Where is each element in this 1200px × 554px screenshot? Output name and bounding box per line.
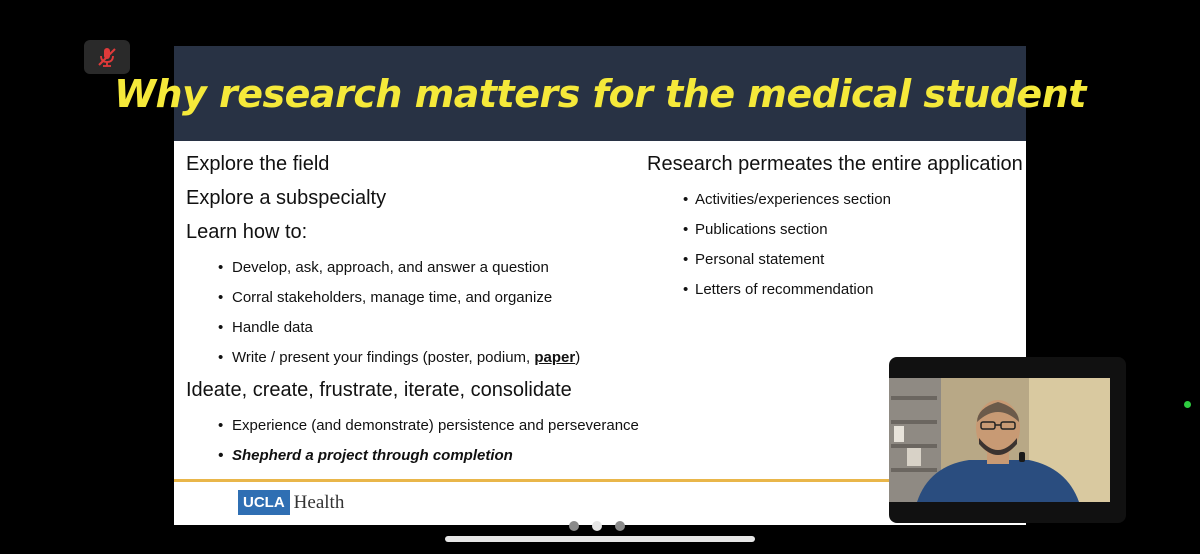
- right-bullet-column: [647, 152, 1027, 310]
- logo-health-text: Health: [293, 491, 345, 513]
- right-item-activities: • Activities/experiences section: [647, 190, 1027, 220]
- paper-emphasis: paper: [534, 349, 576, 366]
- left-bullet-column: [186, 152, 666, 476]
- sub-bullet-stakeholders: • Corral stakeholders, manage time, and organize: [186, 288, 666, 318]
- sub-bullet-shepherd: • Shepherd a project through completion: [186, 446, 666, 476]
- right-item-personal-statement: • Personal statement: [647, 250, 1027, 280]
- bullet-explore-subspecialty: Explore a subspecialty: [186, 187, 387, 209]
- sub-bullet-data: • Handle data: [186, 318, 666, 348]
- page-dot-2-active[interactable]: [592, 521, 602, 531]
- bullet-learn-how: Learn how to:: [186, 221, 308, 243]
- slide-header: [114, 46, 1086, 141]
- right-heading: Research permeates the entire application: [647, 153, 1023, 175]
- camera-active-indicator: [1184, 401, 1191, 408]
- home-indicator-bar[interactable]: [445, 536, 755, 542]
- microphone-muted-icon: [96, 46, 118, 68]
- right-item-publications: • Publications section: [647, 220, 1027, 250]
- logo-ucla-box: UCLA: [238, 490, 290, 515]
- participant-video-tile[interactable]: [889, 357, 1126, 523]
- page-dot-3[interactable]: [615, 521, 625, 531]
- sub-bullet-question: • Develop, ask, approach, and answer a question: [186, 258, 666, 288]
- participant-video-feed: [889, 378, 1110, 502]
- right-item-letters: • Letters of recommendation: [647, 280, 1027, 310]
- bullet-ideate: Ideate, create, frustrate, iterate, consolidate: [186, 379, 572, 401]
- sub-bullet-persistence: • Experience (and demonstrate) persistence and perseverance: [186, 416, 666, 446]
- write-prefix-text: Write / present your findings (poster, podium,: [232, 349, 535, 366]
- slide-title: Why research matters for the medical student: [114, 71, 1086, 116]
- mute-button[interactable]: [84, 40, 130, 74]
- ucla-health-logo: [238, 490, 344, 515]
- sub-bullet-write-present: [186, 348, 666, 378]
- page-indicator[interactable]: [569, 521, 625, 531]
- bullet-explore-field: Explore the field: [186, 153, 330, 175]
- page-dot-1[interactable]: [569, 521, 579, 531]
- write-suffix-text: ): [575, 349, 581, 366]
